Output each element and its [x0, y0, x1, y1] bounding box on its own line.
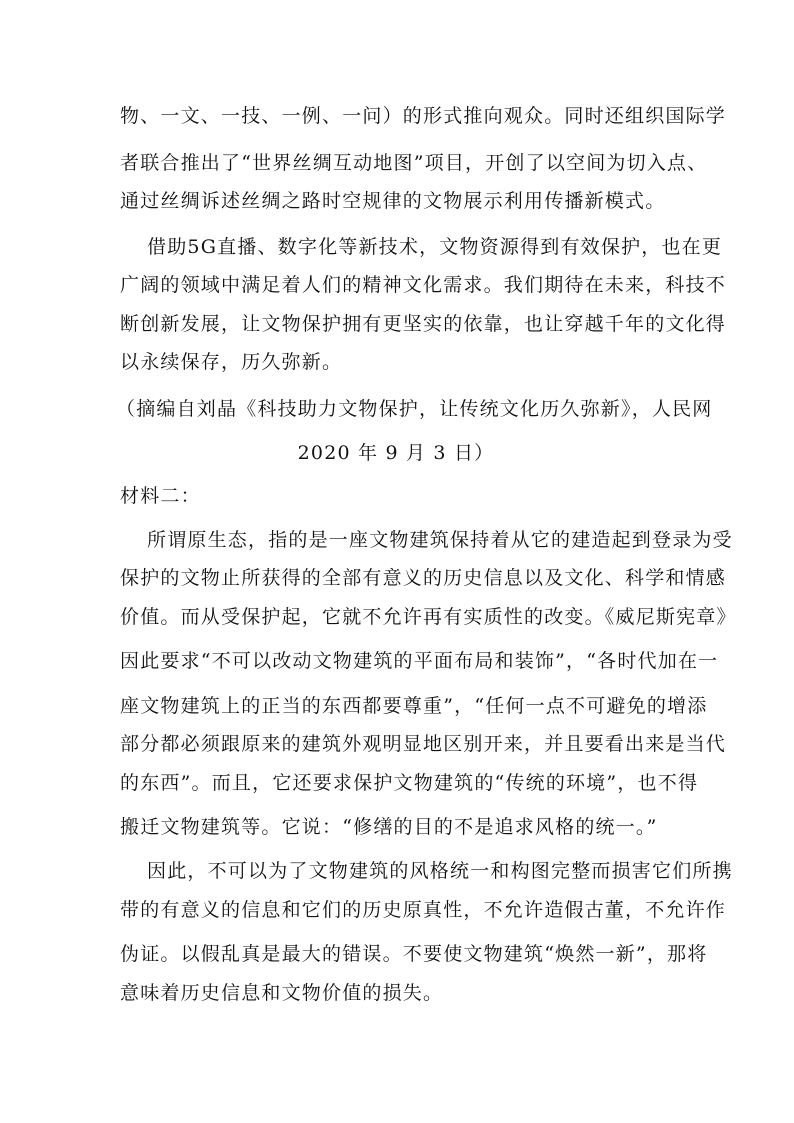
citation-line: （摘编自刘晶《科技助力文物保护，让传统文化历久弥新》，人民网: [116, 398, 713, 420]
text-line: 所谓原生态，指的是一座文物建筑保持着从它的建造起到登录为受: [147, 529, 733, 551]
text-line: 者联合推出了“世界丝绸互动地图”项目，开创了以空间为切入点、: [120, 152, 708, 174]
text-line: 借助5G直播、数字化等新技术，文物资源得到有效保护，也在更: [147, 236, 723, 258]
text-line: 通过丝绸诉述丝绸之路时空规律的文物展示利用传播新模式。: [120, 190, 666, 212]
text-line: 价值。而从受保护起，它就不允许再有实质性的改变。《威尼斯宪章》: [120, 606, 737, 628]
text-line: 部分都必须跟原来的建筑外观明显地区别开来，并且要看出来是当代: [120, 733, 727, 755]
citation-date: 2020 年 9 月 3 日）: [297, 442, 495, 464]
text-line: 物、一文、一技、一例、一问）的形式推向观众。同时还组织国际学: [120, 105, 727, 127]
text-line: 保护的文物止所获得的全部有意义的历史信息以及文化、科学和情感: [120, 567, 727, 589]
text-line: 伪证。以假乱真是最大的错误。不要使文物建筑“焕然一新”，那将: [120, 943, 708, 965]
text-line: 以永续保存，历久弥新。: [120, 351, 343, 373]
text-line: 座文物建筑上的正当的东西都要尊重”，“任何一点不可避免的增添: [120, 695, 708, 717]
text-line: 意味着历史信息和文物价值的损失。: [120, 982, 444, 1004]
section-heading: 材料二：: [120, 485, 201, 507]
text-line: 的东西”。而且，它还要求保护文物建筑的“传统的环境”，也不得: [120, 772, 699, 794]
text-line: 因此要求“不可以改动文物建筑的平面布局和装饰”，“各时代加在一: [120, 650, 719, 672]
text-line: 带的有意义的信息和它们的历史原真性，不允许造假古董，不允许作: [120, 899, 727, 921]
text-line: 断创新发展，让文物保护拥有更坚实的依靠，也让穿越千年的文化得: [120, 313, 727, 335]
text-line: 因此，不可以为了文物建筑的风格统一和构图完整而损害它们所携: [147, 860, 733, 882]
text-line: 搬迁文物建筑等。它说：“修缮的目的不是追求风格的统一。”: [120, 816, 658, 838]
text-line: 广阔的领域中满足着人们的精神文化需求。我们期待在未来，科技不: [120, 274, 727, 296]
